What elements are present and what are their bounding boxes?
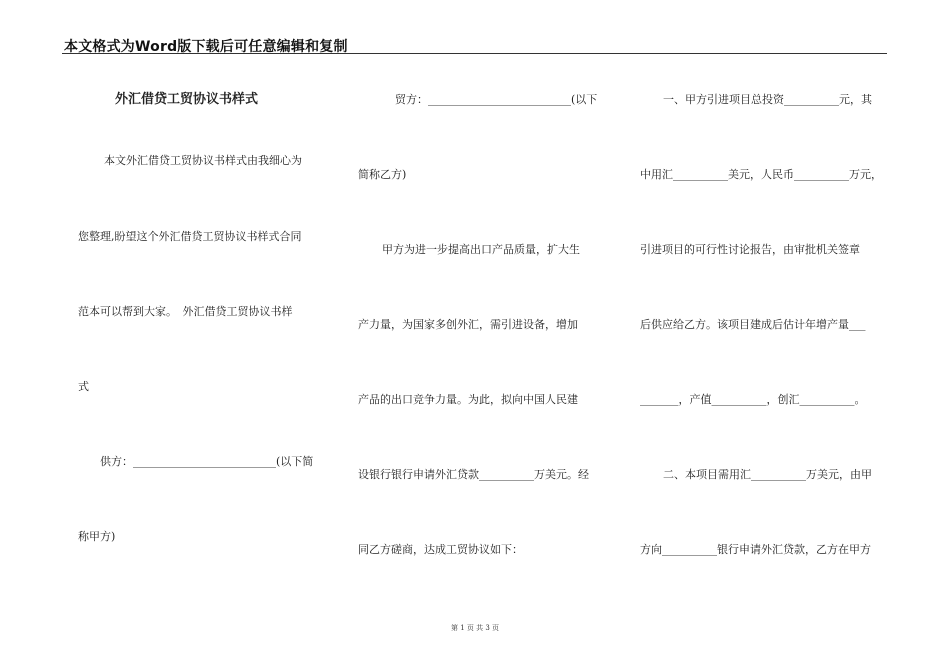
paragraph-line: 本文外汇借贷工贸协议书样式由我细心为: [104, 154, 302, 167]
paragraph-line: 同乙方磋商，达成工贸协议如下：: [358, 543, 523, 556]
paragraph-line: 引进项目的可行性讨论报告，由审批机关签章: [640, 243, 860, 256]
paragraph-line: 一、甲方引进项目总投资__________元，其: [663, 93, 872, 106]
paragraph-line: 式: [78, 380, 89, 393]
paragraph-line: 中用汇__________美元，人民币__________万元，: [640, 168, 882, 181]
paragraph-line: 产品的出口竞争力量。为此，拟向中国人民建: [358, 393, 578, 406]
paragraph-line: 您整理,盼望这个外汇借贷工贸协议书样式合同: [78, 230, 302, 243]
paragraph-line: 甲方为进一步提高出口产品质量，扩大生: [382, 243, 580, 256]
paragraph-line: 简称乙方): [358, 168, 407, 181]
paragraph-line: 产力量，为国家多创外汇，需引进设备，增加: [358, 318, 578, 331]
paragraph-line: 称甲方): [78, 530, 116, 543]
document-header: 本文格式为Word版下载后可任意编辑和复制: [64, 39, 348, 55]
paragraph-line: 后供应给乙方。该项目建成后估计年增产量___: [640, 318, 866, 331]
document-title: 外汇借贷工贸协议书样式: [115, 92, 259, 107]
paragraph-line: 范本可以帮到大家。 外汇借贷工贸协议书样: [78, 305, 293, 318]
paragraph-line: 方向__________银行申请外汇贷款，乙方在甲方: [640, 543, 871, 556]
paragraph-line: _______，产值__________，创汇__________。: [640, 393, 866, 406]
paragraph-line: 设银行银行申请外汇贷款__________万美元。经: [358, 468, 589, 481]
header-divider: [62, 53, 887, 54]
paragraph-line: 供方：__________________________(以下简: [100, 455, 314, 468]
page-number: 第 1 页 共 3 页: [450, 624, 500, 632]
paragraph-line: 二、本项目需用汇__________万美元，由甲: [663, 468, 872, 481]
paragraph-line: 贸方：__________________________(以下: [395, 93, 598, 106]
